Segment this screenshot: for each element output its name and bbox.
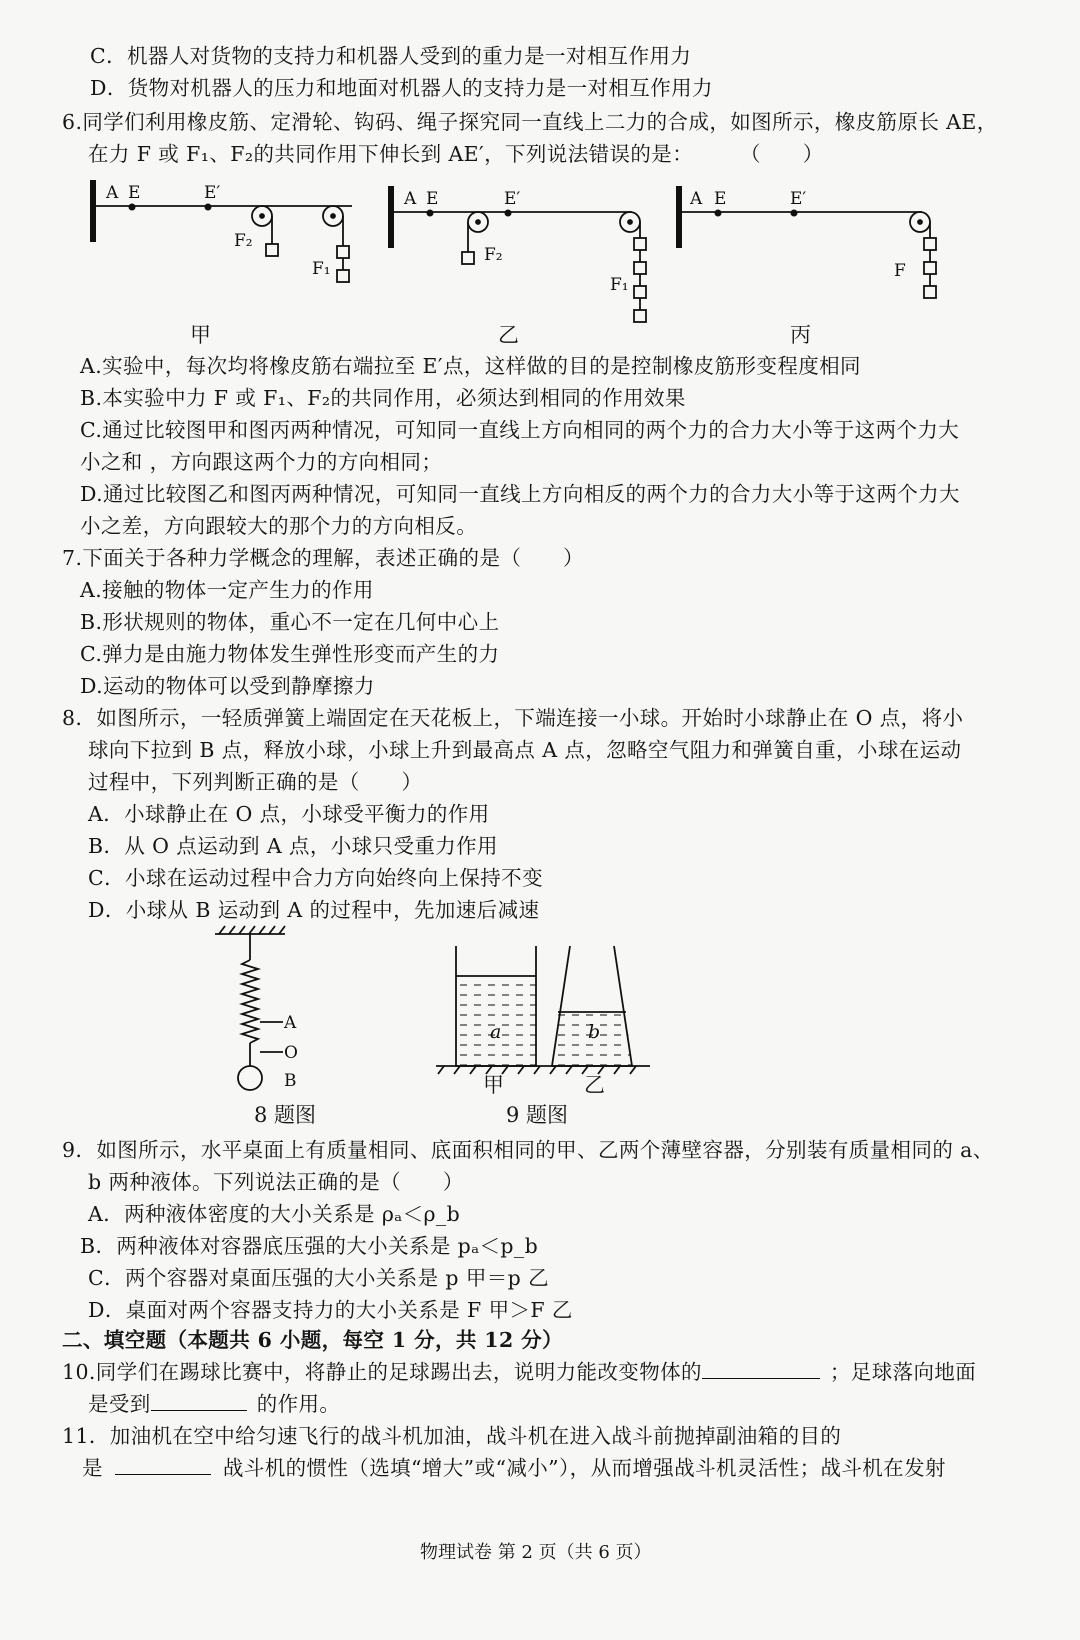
q6-option-d-line1: D.通过比较图乙和图丙两种情况，可知同一直线上方向相反的两个力的合力大小等于这两个力大 (80, 482, 960, 506)
q6-answer-paren: （ ） (740, 142, 824, 166)
q6-caption-bing: 丙 (790, 323, 811, 347)
q9-figure-caption: 9 题图 (506, 1103, 569, 1127)
q10-blank-1[interactable] (702, 1358, 820, 1379)
q6-fig-yi-label-f2: F₂ (484, 245, 503, 265)
q8-option-d: D．小球从 B 运动到 A 的过程中，先加速后减速 (88, 898, 540, 922)
q6-fig-yi-label-f1: F₁ (610, 275, 629, 295)
q7-option-b: B.形状规则的物体，重心不一定在几何中心上 (80, 610, 500, 634)
q10-line1 (62, 1358, 976, 1386)
q9-stem-line2: b 两种液体。下列说法正确的是（ ） (88, 1170, 464, 1194)
q9-containers-figure (430, 940, 690, 1090)
q6-option-b: B.本实验中力 F 或 F₁、F₂的共同作用，必须达到相同的作用效果 (80, 386, 686, 410)
q8-fig-label-o: O (284, 1043, 298, 1063)
q6-fig-jia-label-f2: F₂ (234, 231, 253, 251)
q8-stem-line3: 过程中，下列判断正确的是（ ） (88, 770, 423, 794)
q7-stem: 7.下面关于各种力学概念的理解，表述正确的是（ ） (62, 546, 584, 570)
q10-text-3: 是受到 (88, 1392, 151, 1416)
q6-fig-bing-label-e: E (714, 189, 727, 209)
q8-option-a: A．小球静止在 O 点，小球受平衡力的作用 (88, 802, 490, 826)
q11-text-1: 是 (82, 1456, 103, 1480)
q7-option-d: D.运动的物体可以受到静摩擦力 (80, 674, 375, 698)
q11-line1: 11．加油机在空中给匀速飞行的战斗机加油，战斗机在进入战斗前抛掉副油箱的目的 (62, 1424, 842, 1448)
q5-option-c: C．机器人对货物的支持力和机器人受到的重力是一对相互作用力 (90, 44, 692, 68)
q7-option-c: C.弹力是由施力物体发生弹性形变而产生的力 (80, 642, 500, 666)
q6-option-d-line2: 小之差，方向跟较大的那个力的方向相反。 (80, 514, 478, 538)
q10-text-2: ；足球落向地面 (829, 1360, 977, 1384)
q5-option-d: D．货物对机器人的压力和地面对机器人的支持力是一对相互作用力 (90, 76, 713, 100)
page-footer: 物理试卷 第 2 页（共 6 页） (420, 1542, 652, 1563)
q10-text-4: 的作用。 (256, 1392, 341, 1416)
q6-fig-jia-label-a: A (106, 183, 119, 203)
section-2-heading: 二、填空题（本题共 6 小题，每空 1 分，共 12 分） (62, 1328, 563, 1352)
q8-option-c: C．小球在运动过程中合力方向始终向上保持不变 (88, 866, 543, 890)
q9-caption-yi: 乙 (584, 1073, 605, 1097)
q8-option-b: B．从 O 点运动到 A 点，小球只受重力作用 (88, 834, 498, 858)
q8-stem-line1: 8．如图所示，一轻质弹簧上端固定在天花板上，下端连接一小球。开始时小球静止在 O 点，将小 (62, 706, 964, 730)
q6-fig-bing-label-a: A (690, 189, 703, 209)
q6-fig-yi-label-e-prime: E′ (504, 189, 521, 209)
q11-text-2: 战斗机的惯性（选填“增大”或“减小”），从而增强战斗机灵活性；战斗机在发射 (222, 1456, 946, 1480)
q7-option-a: A.接触的物体一定产生力的作用 (80, 578, 374, 602)
q11-blank-1[interactable] (115, 1454, 211, 1475)
q9-option-a: A．两种液体密度的大小关系是 ρₐ＜ρ_b (88, 1202, 461, 1226)
q6-caption-yi: 乙 (498, 323, 519, 347)
q9-fig-label-b: b (588, 1021, 601, 1043)
q8-stem-line2: 球向下拉到 B 点，释放小球，小球上升到最高点 A 点，忽略空气阻力和弹簧自重，小球在运动 (88, 738, 962, 762)
q6-fig-yi-label-e: E (426, 189, 439, 209)
q9-option-d: D．桌面对两个容器支持力的大小关系是 F 甲＞F 乙 (88, 1298, 573, 1322)
q6-fig-jia-label-e-prime: E′ (204, 183, 221, 203)
q6-fig-bing-label-f: F (894, 261, 906, 281)
q6-option-c-line1: C.通过比较图甲和图丙两种情况，可知同一直线上方向相同的两个力的合力大小等于这两个力大 (80, 418, 960, 442)
q6-stem-line2 (88, 140, 824, 168)
q11-line2 (82, 1454, 946, 1482)
q8-fig-label-a: A (284, 1013, 297, 1033)
q9-fig-label-a: a (490, 1021, 502, 1043)
q9-option-c: C．两个容器对桌面压强的大小关系是 p 甲＝p 乙 (88, 1266, 549, 1290)
q6-option-c-line2: 小之和 ，方向跟这两个力的方向相同； (80, 450, 443, 474)
q6-fig-yi-label-a: A (404, 189, 417, 209)
q9-option-b: B．两种液体对容器底压强的大小关系是 pₐ＜p_b (80, 1234, 539, 1258)
q6-figure (80, 172, 980, 352)
q6-fig-bing-label-e-prime: E′ (790, 189, 807, 209)
q10-text-1: 10.同学们在踢球比赛中，将静止的足球踢出去，说明力能改变物体的 (62, 1360, 702, 1384)
q10-blank-2[interactable] (151, 1390, 247, 1411)
q8-fig-label-b: B (284, 1071, 297, 1091)
q8-figure-caption: 8 题图 (254, 1103, 317, 1127)
q6-stem-text: 在力 F 或 F₁、F₂的共同作用下伸长到 AE′，下列说法错误的是： (88, 142, 694, 166)
q6-fig-jia-label-f1: F₁ (312, 259, 331, 279)
q9-stem-line1: 9．如图所示，水平桌面上有质量相同、底面积相同的甲、乙两个薄壁容器，分别装有质量相同的 a、 (62, 1138, 994, 1162)
q8-spring-figure (205, 926, 335, 1096)
q6-stem-line1: 6.同学们利用橡皮筋、定滑轮、钩码、绳子探究同一直线上二力的合成，如图所示，橡皮筋原长 AE， (62, 110, 998, 134)
q10-line2 (88, 1390, 340, 1418)
q9-caption-jia: 甲 (483, 1073, 504, 1097)
q6-fig-jia-label-e: E (128, 183, 141, 203)
q6-option-a: A.实验中，每次均将橡皮筋右端拉至 E′点，这样做的目的是控制橡皮筋形变程度相同 (80, 354, 861, 378)
q6-caption-jia: 甲 (190, 323, 211, 347)
